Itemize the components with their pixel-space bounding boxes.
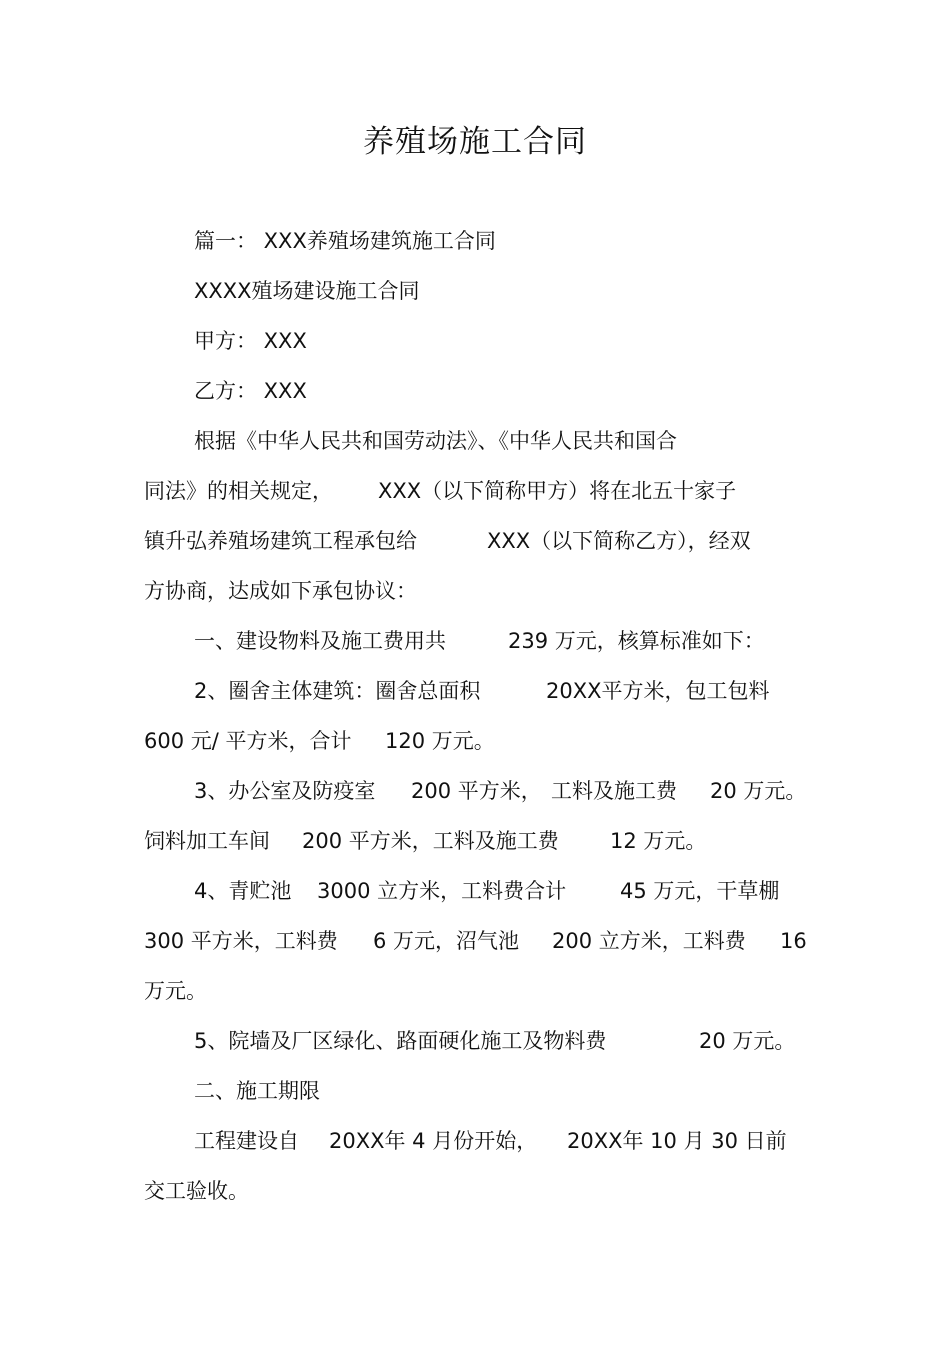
text-segment: 2、圈舍主体建筑：圈舍总面积 (194, 679, 481, 703)
text-segment: 饲料加工车间 (144, 829, 270, 853)
text-segment: 交工验收。 (144, 1179, 249, 1203)
text-segment: 5、院墙及厂区绿化、路面硬化施工及物料费 (194, 1029, 607, 1053)
text-segment: 二、施工期限 (194, 1079, 320, 1103)
text-segment: 3、办公室及防疫室 (194, 779, 376, 803)
text-segment: 乙方： XXX (194, 379, 307, 403)
text-segment: 16 (780, 929, 807, 953)
text-segment: 239 万元，核算标准如下： (508, 629, 765, 653)
text-segment: 同法》的相关规定， (144, 479, 333, 503)
text-segment: 工料及施工费 (551, 779, 677, 803)
text-segment: 方协商，达成如下承包协议： (144, 579, 417, 603)
text-segment: 12 万元。 (610, 829, 707, 853)
text-segment: 200 立方米，工料费 (552, 929, 746, 953)
text-segment: 4、青贮池 (194, 879, 292, 903)
text-segment: 根据《中华人民共和国劳动法》、《中华人民共和国合 (194, 429, 677, 453)
text-segment: 200 平方米，工料及施工费 (302, 829, 559, 853)
text-segment: 3000 立方米，工料费合计 (317, 879, 567, 903)
text-segment: 45 万元，干草棚 (620, 879, 780, 903)
text-segment: 20 万元。 (710, 779, 807, 803)
text-segment: 20XX年 4 月份开始， (329, 1129, 538, 1153)
text-segment: 120 万元。 (385, 729, 495, 753)
text-segment: XXX（以下简称甲方）将在北五十家子 (378, 479, 737, 503)
text-segment: 工程建设自 (194, 1129, 299, 1153)
text-segment: 20 万元。 (699, 1029, 796, 1053)
text-segment: 300 平方米，工料费 (144, 929, 338, 953)
text-segment: 20XX平方米，包工包料 (546, 679, 770, 703)
text-segment: 甲方： XXX (194, 329, 307, 353)
text-segment: 6 万元，沼气池 (373, 929, 520, 953)
text-segment: 万元。 (144, 979, 207, 1003)
text-segment: 篇一： XXX养殖场建筑施工合同 (194, 229, 496, 253)
text-segment: 200 平方米， (411, 779, 542, 803)
text-segment: 一、建设物料及施工费用共 (194, 629, 446, 653)
text-segment: XXXX殖场建设施工合同 (194, 279, 420, 303)
text-segment: 20XX年 10 月 30 日前 (567, 1129, 787, 1153)
text-segment: 镇升弘养殖场建筑工程承包给 (144, 529, 417, 553)
document-title: 养殖场施工合同 (363, 124, 587, 160)
text-segment: 600 元/ 平方米，合计 (144, 729, 352, 753)
text-segment: XXX（以下简称乙方），经双 (487, 529, 751, 553)
